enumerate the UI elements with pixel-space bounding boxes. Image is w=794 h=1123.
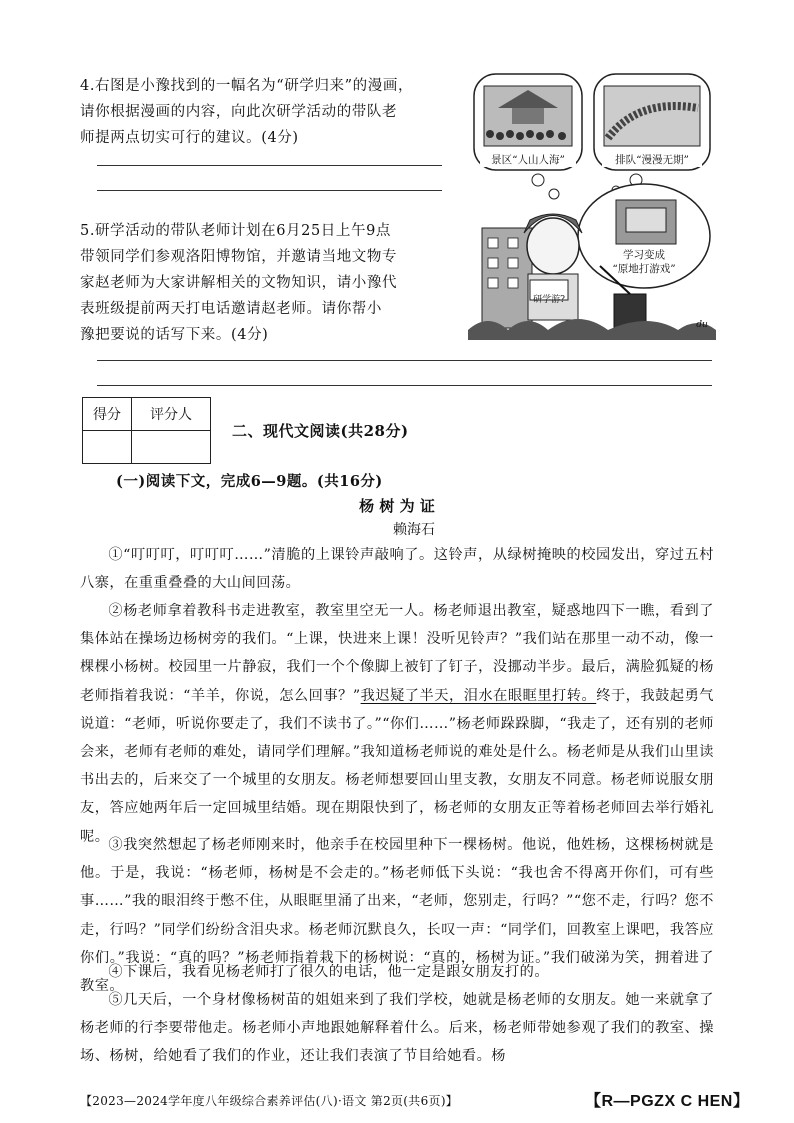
- underlined-sentence: 我迟疑了半天，泪水在眼眶里打转。: [360, 687, 597, 704]
- answer-line[interactable]: [97, 385, 712, 386]
- page-footer: 【2023—2024学年度八年级综合素养评估(八)·语文 第2页(共6页)】: [80, 1094, 459, 1108]
- grader-header: 评分人: [132, 398, 211, 431]
- paragraph-2: [80, 597, 714, 851]
- question-5: [80, 218, 460, 348]
- q5-line-5: 豫把要说的话写下来。(4分): [80, 327, 269, 343]
- caption-classroom-line2: “原地打游戏”: [612, 263, 676, 275]
- q4-line-2: 请你根据漫画的内容，向此次研学活动的带队老: [80, 104, 398, 120]
- cartoon-illustration: [468, 68, 716, 340]
- answer-line[interactable]: [97, 360, 712, 361]
- caption-scenic-crowd: 景区“人山人海”: [480, 152, 576, 167]
- question-4: [80, 73, 460, 151]
- caption-classroom-line1: 学习变成: [623, 249, 665, 261]
- q5-line-2: 带领同学们参观洛阳博物馆，并邀请当地文物专: [80, 249, 398, 265]
- score-header: 得分: [83, 398, 132, 431]
- article-author: 赖海石: [393, 522, 435, 538]
- artist-signature: du: [696, 320, 708, 330]
- score-table: [82, 397, 211, 464]
- sign-text: 研学游?: [533, 295, 565, 305]
- paragraph-1: ①“叮叮叮，叮叮叮……”清脆的上课铃声敲响了。这铃声，从绿树掩映的校园发出，穿过五村八寨，在重重叠叠的大山间回荡。: [80, 547, 714, 592]
- q4-line-1: 4.右图是小豫找到的一幅名为“研学归来”的漫画，: [80, 78, 414, 94]
- caption-queue: 排队“漫漫无期”: [602, 152, 702, 167]
- subsection-title: (一)阅读下文，完成6—9题。(共16分): [116, 473, 383, 490]
- answer-line[interactable]: [97, 190, 442, 191]
- grader-cell[interactable]: [132, 431, 211, 464]
- answer-line[interactable]: [97, 165, 442, 166]
- paragraph-5: ⑤几天后，一个身材像杨树苗的姐姐来到了我们学校，她就是杨老师的女朋友。她一来就拿了杨老师的行李要带他走。杨老师小声地跟她解释着什么。后来，杨老师带她参观了我们的教室、操场、杨树，给她看了我们的作业，还让我们表演了节目给她看。杨: [80, 992, 714, 1065]
- q5-line-3: 家赵老师为大家讲解相关的文物知识，请小豫代: [80, 275, 398, 291]
- cartoon-drawing: [468, 68, 716, 340]
- q5-line-4: 表班级提前两天打电话邀请赵老师。请你帮小: [80, 301, 382, 317]
- paragraph-4: ④下课后，我看见杨老师打了很久的电话，他一定是跟女朋友打的。: [108, 964, 550, 980]
- section-title: 二、现代文阅读(共28分): [232, 422, 409, 440]
- paragraph-3: ③我突然想起了杨老师刚来时，他亲手在校园里种下一棵杨树。他说，他姓杨，这棵杨树就是他。于是，我说：“杨老师，杨树是不会走的。”杨老师低下头说：“我也舍不得离开你们，可有些事……”我的眼泪终于憋不住，从眼眶里涌了出来，“老师，您别走，行吗？”“您不走，行吗？您不走，行吗？”同学们纷纷含泪央求。杨老师沉默良久，长叹一声：“同学们，回教室上课吧，我答应你们。”我说：“真的吗？”杨老师指着栽下的杨树说：“真的，杨树为证。”我们破涕为笑，拥着进了教室。: [80, 837, 714, 995]
- score-cell[interactable]: [83, 431, 132, 464]
- article-title: 杨 树 为 证: [359, 497, 435, 515]
- q4-line-3: 师提两点切实可行的建议。(4分): [80, 130, 299, 146]
- paragraph-2-part-a: ②杨老师拿着教科书走进教室，教室里空无一人。杨老师退出教室，疑惑地四下一瞧，看到了集体站在操场边杨树旁的我们。“上课，快进来上课！没听见铃声？”我们站在那里一动不动，像一棵棵小杨树。校园里一片静寂，我们一个个像脚上被钉了钉子，没挪动半步。最后，满脸狐疑的杨老师指着我说：“羊羊，你说，怎么回事？”: [80, 603, 714, 704]
- q5-line-1: 5.研学活动的带队老师计划在6月25日上午9点: [80, 223, 392, 239]
- caption-classroom: [588, 248, 700, 276]
- paragraph-2-part-b: 终于，我鼓起勇气说道：“老师，听说你要走了，我们不读书了。”“你们……”杨老师跺跺脚，“我走了，还有别的老师会来，老师有老师的难处，请同学们理解。”我知道杨老师说的难处是什么。杨老师是从我们山里读书出去的，后来交了一个城里的女朋友。杨老师想要回山里支教，女朋友不同意。杨老师说服女朋友，答应她两年后一定回城里结婚。现在期限快到了，杨老师的女朋友正等着杨老师回去举行婚礼呢。: [80, 687, 714, 845]
- exam-code: 【R—PGZX C HEN】: [585, 1093, 750, 1110]
